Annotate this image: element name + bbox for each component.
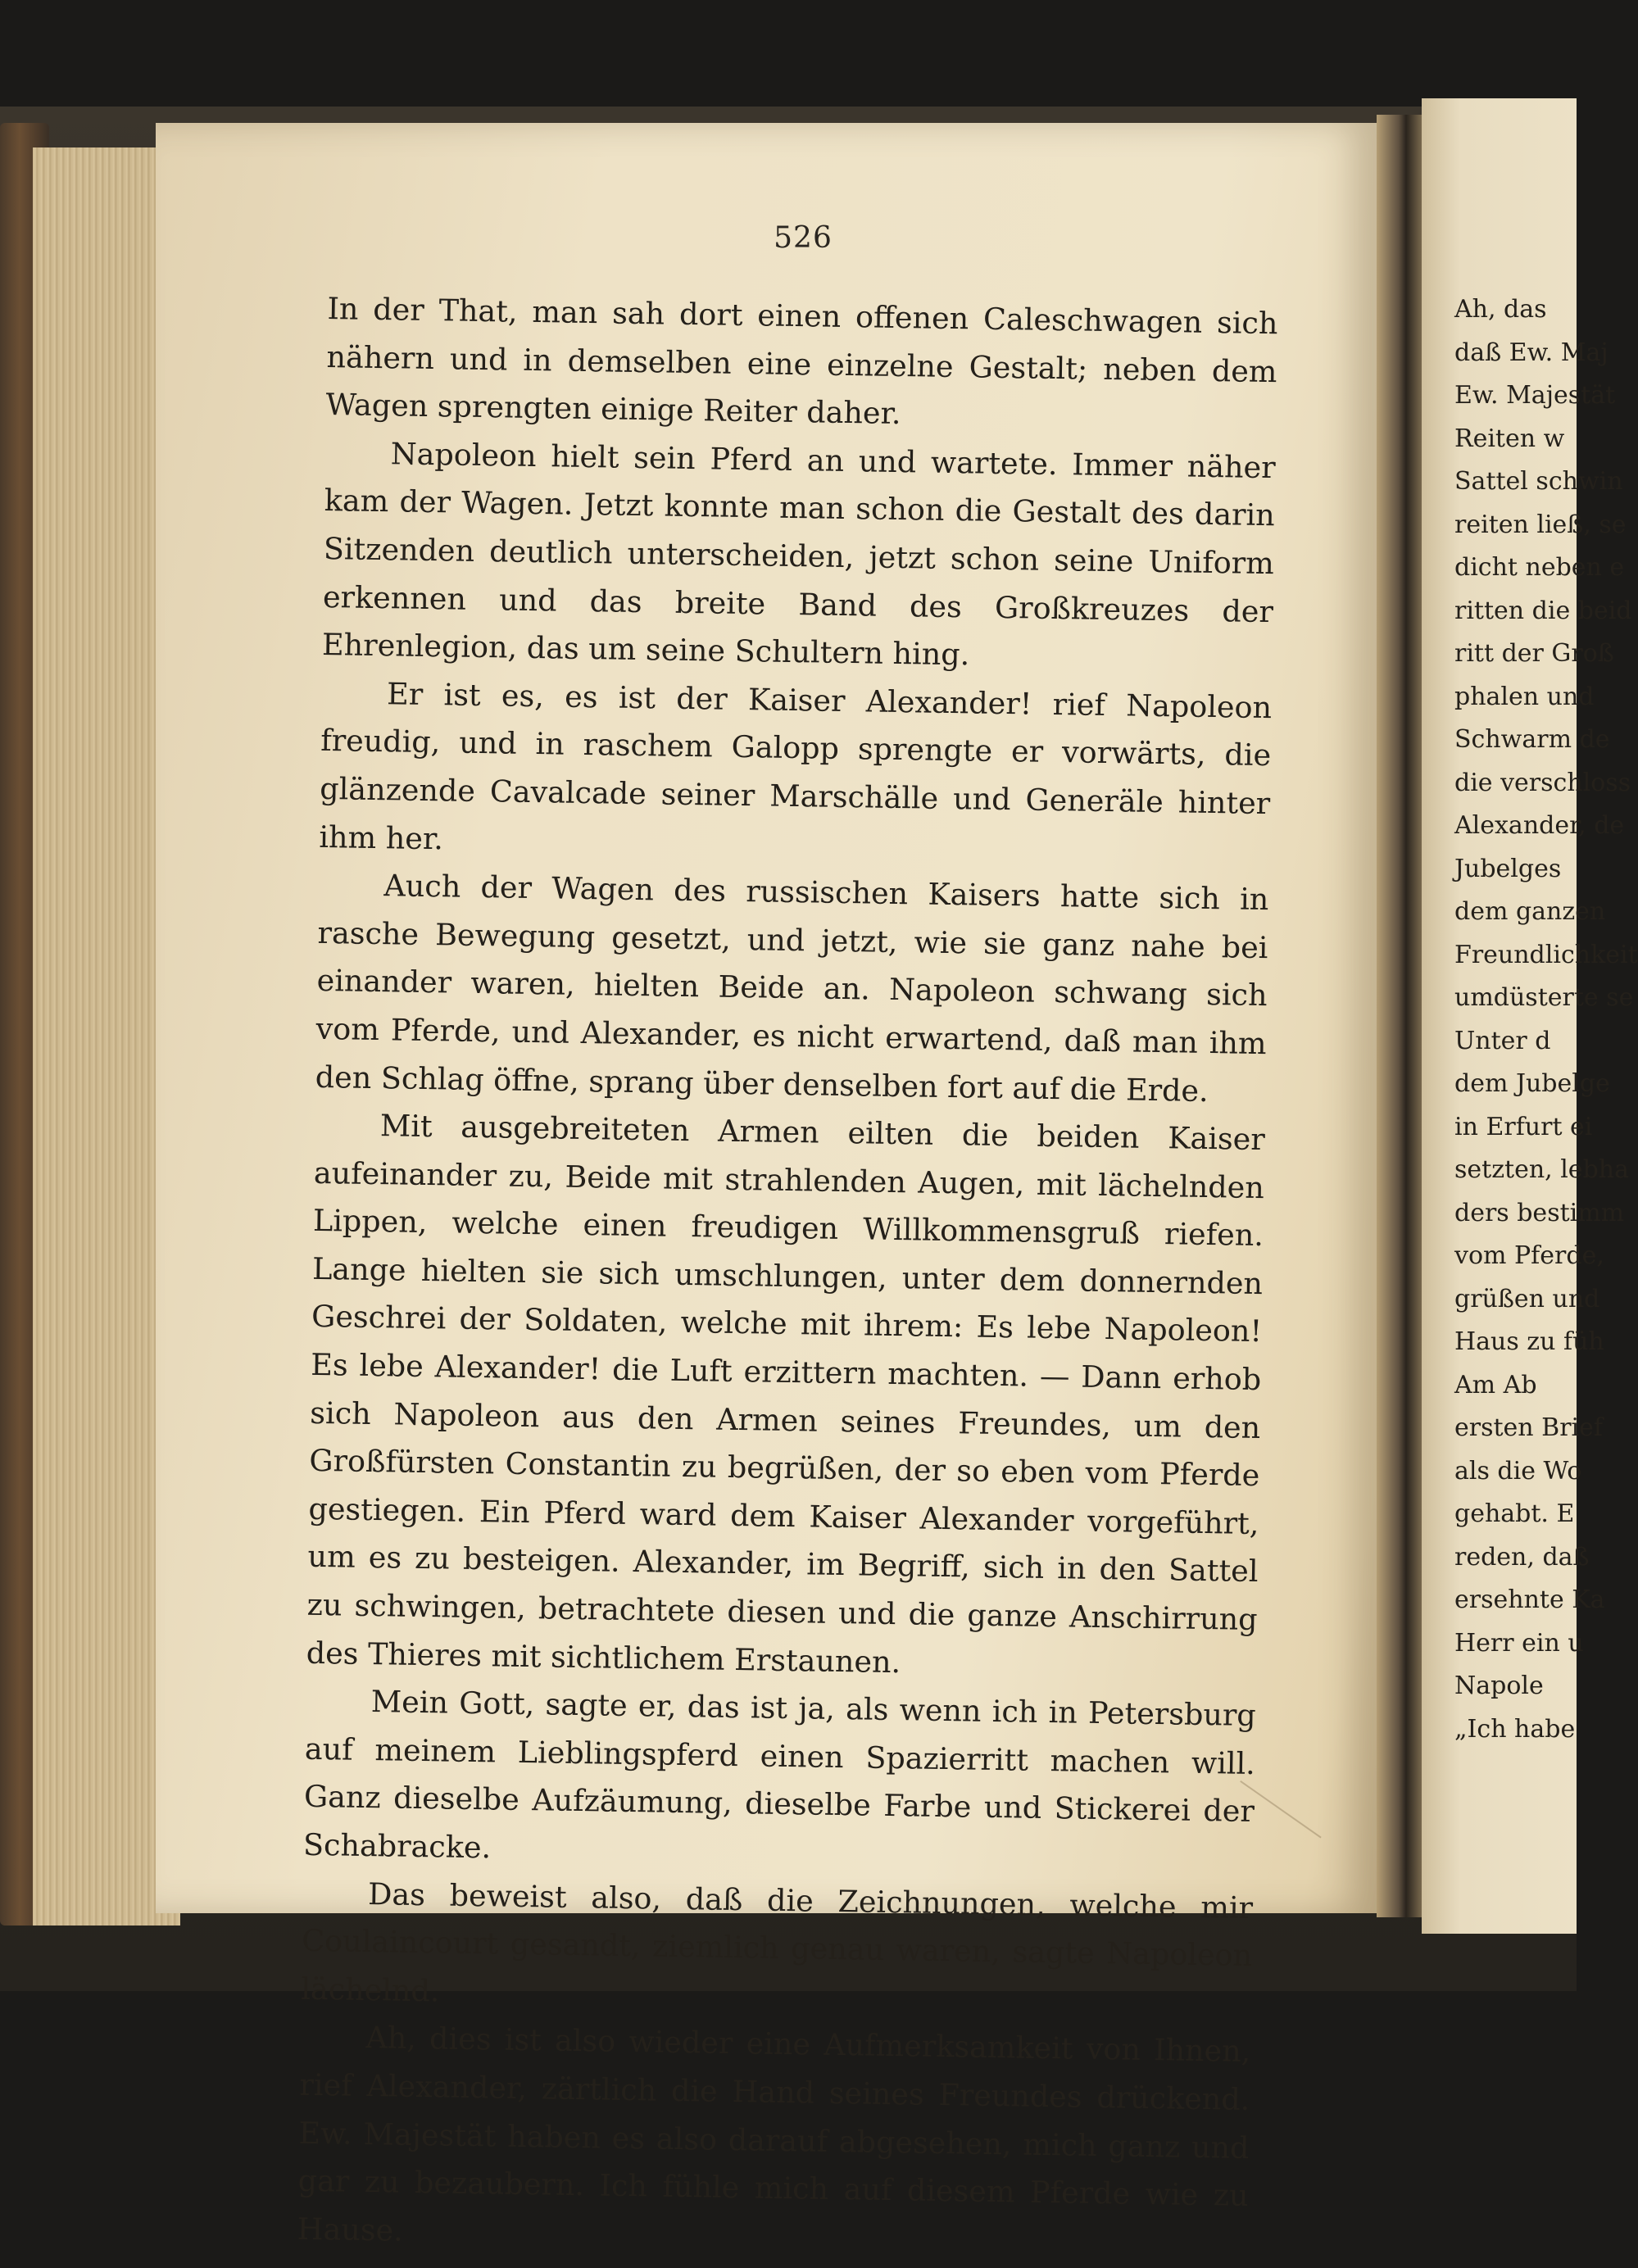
right-page-line: umdüsterte se	[1454, 983, 1634, 1012]
paragraph: Das beweist also, daß die Zeichnungen, welche mir Coulaincourt gesandt, ziemlich genau waren, sagte Napoleon lächelnd.	[301, 1876, 1254, 2009]
right-page-line: Alexander, de	[1454, 811, 1625, 840]
right-page-line: dem ganzen	[1454, 897, 1606, 926]
right-page-line: als die Wo	[1454, 1456, 1582, 1486]
right-page-line: Napole	[1454, 1672, 1544, 1700]
book-gutter	[1377, 115, 1426, 1917]
right-page-line: Ew. Majestät	[1454, 381, 1616, 410]
right-page-line: in Erfurt ei	[1454, 1112, 1593, 1141]
right-page-line: reiten ließ, se	[1454, 510, 1627, 539]
right-page-line: Unter d	[1454, 1026, 1551, 1055]
right-page-line: ersehnte Ka	[1454, 1585, 1605, 1614]
right-page-line: Reiten w	[1454, 424, 1565, 453]
right-page-line: Sattel schwin	[1454, 467, 1623, 496]
paragraph: Ah, dies ist also wieder eine Aufmerksamkeit von Ihnen, rief Alexander, zärtlich die Hand seines Freundes drückend. Ew. Majestät haben es also darauf abgesehen, mich ganz und gar zu bezaubern. Ich fühle mich auf diesem Pferde wie zu Hause.	[297, 2020, 1251, 2248]
right-page-line: grüßen und	[1454, 1284, 1600, 1313]
page-number: 526	[774, 221, 833, 255]
paragraph: Auch der Wagen des russischen Kaisers hatte sich in rasche Bewegung gesetzt, und jetzt, wie sie ganz nahe bei einander waren, hielten Beide an. Napoleon schwang sich vom Pferde, und Alexander, es nicht erwartend, daß man ihm den Schlag öffne, sprang über denselben fort auf die Erde.	[315, 868, 1269, 1109]
right-page-line: reden, daß	[1454, 1542, 1590, 1572]
right-page-line: Herr ein u	[1454, 1628, 1584, 1658]
paragraph: Mit ausgebreiteten Armen eilten die beiden Kaiser aufeinander zu, Beide mit strahlenden Augen, mit lächelnden Lippen, welche einen freudigen Willkommensgruß riefen. Lange hielten sie sich umschlungen, unter dem donnernden Geschrei der Soldaten, welche mit ihrem: Es lebe Napoleon! Es lebe Alexander! die Luft erzittern machten. — Dann erhob sich Napoleon aus den Armen seines Freundes, um den Großfürsten Constantin zu begrüßen, der so eben vom Pferde gestiegen. Ein Pferd ward dem Kaiser Alexander vorgeführt, um es zu besteigen. Alexander, im Begriff, sich in den Sattel zu schwingen, betrachtete diesen und die ganze Anschirrung des Thieres mit sichtlichem Erstaunen.	[306, 1108, 1266, 1680]
right-page-line: „Ich habe	[1454, 1714, 1576, 1744]
right-page-line: Ah, das	[1454, 295, 1547, 324]
paragraph: Er ist es, es ist der Kaiser Alexander! rief Napoleon freudig, und in raschem Galopp sprengte er vorwärts, die glänzende Cavalcade seiner Marschälle und Generäle hinter ihm her.	[319, 675, 1273, 856]
right-page-line: Haus zu füh	[1454, 1327, 1604, 1356]
right-page-line: Am Ab	[1454, 1370, 1537, 1399]
right-page-line: phalen und	[1454, 682, 1595, 711]
paragraph: Mein Gott, sagte er, das ist ja, als wenn ich in Petersburg auf meinem Lieblingspferd einen Spazierritt machen will. Ganz dieselbe Aufzäumung, dieselbe Farbe und Stickerei der Schabracke.	[302, 1684, 1257, 1866]
right-page-line: setzten, lebha	[1454, 1155, 1629, 1184]
right-page-line: ritten die beid	[1454, 596, 1632, 625]
right-page-line: dicht neben e	[1454, 553, 1625, 582]
paragraph: In der That, man sah dort einen offenen Caleschwagen sich nähern und in demselben eine einzelne Gestalt; neben dem Wagen sprengten einige Reiter daher.	[325, 290, 1278, 432]
body-text	[297, 285, 1278, 2268]
right-page-line: daß Ew. Maj	[1454, 338, 1609, 367]
right-page-line: Schwarm de	[1454, 725, 1610, 754]
right-page-line: die verschloss	[1454, 768, 1631, 797]
right-page-line: ritt der Groß	[1454, 639, 1614, 668]
right-page-text	[1454, 288, 1638, 1751]
right-page-line: vom Pferde,	[1454, 1241, 1604, 1270]
right-page-line: gehabt. E	[1454, 1499, 1575, 1528]
right-page-line: ersten Brief	[1454, 1413, 1603, 1442]
right-page-line: Jubelges	[1454, 854, 1562, 883]
right-page-line: ders bestimm	[1454, 1198, 1625, 1227]
paragraph: Napoleon hielt sein Pferd an und wartete. Immer näher kam der Wagen. Jetzt konnte man schon die Gestalt des darin Sitzenden deutlich unterscheiden, jetzt schon seine Uniform erkennen und das breite Band des Großkreuzes der Ehrenlegion, das um seine Schultern hing.	[321, 436, 1276, 673]
right-page-line: Freundlichkeit	[1454, 940, 1638, 969]
right-page-line: dem Jubelge	[1454, 1069, 1610, 1098]
